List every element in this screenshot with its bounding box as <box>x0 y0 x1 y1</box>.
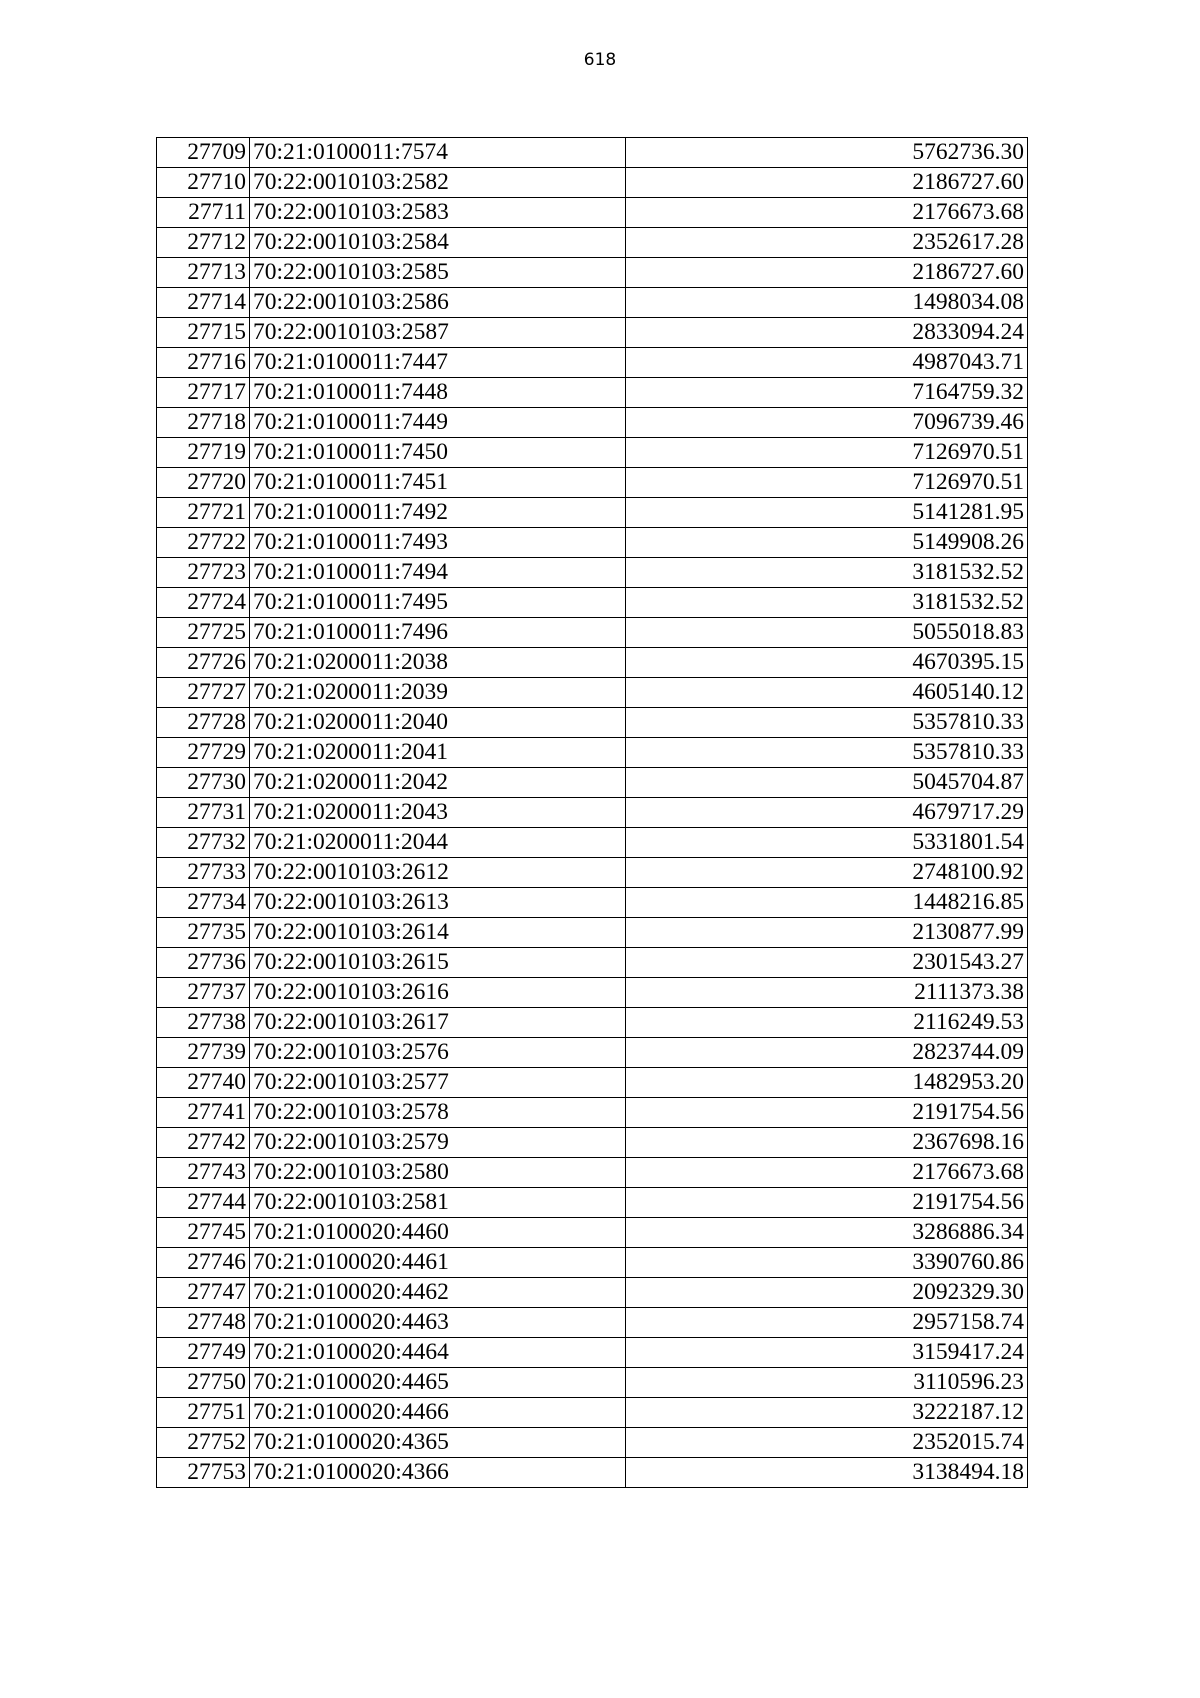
value-cell: 2352617.28 <box>626 228 1028 258</box>
cadastral-number-cell: 70:21:0100011:7448 <box>250 378 626 408</box>
row-number-cell: 27722 <box>157 528 250 558</box>
cadastral-number-cell: 70:21:0100020:4366 <box>250 1458 626 1488</box>
value-cell: 3286886.34 <box>626 1218 1028 1248</box>
row-number-cell: 27718 <box>157 408 250 438</box>
value-cell: 5055018.83 <box>626 618 1028 648</box>
row-number-cell: 27713 <box>157 258 250 288</box>
value-cell: 5149908.26 <box>626 528 1028 558</box>
cadastral-number-cell: 70:21:0100011:7493 <box>250 528 626 558</box>
table-row <box>157 1458 1028 1488</box>
row-number-cell: 27746 <box>157 1248 250 1278</box>
table-row <box>157 828 1028 858</box>
table-row <box>157 468 1028 498</box>
value-cell: 5357810.33 <box>626 738 1028 768</box>
table-row <box>157 738 1028 768</box>
row-number-cell: 27737 <box>157 978 250 1008</box>
cadastral-number-cell: 70:22:0010103:2617 <box>250 1008 626 1038</box>
value-cell: 5357810.33 <box>626 708 1028 738</box>
table-row <box>157 618 1028 648</box>
row-number-cell: 27750 <box>157 1368 250 1398</box>
value-cell: 3181532.52 <box>626 588 1028 618</box>
row-number-cell: 27738 <box>157 1008 250 1038</box>
table-row <box>157 858 1028 888</box>
value-cell: 2191754.56 <box>626 1098 1028 1128</box>
value-cell: 2092329.30 <box>626 1278 1028 1308</box>
value-cell: 1482953.20 <box>626 1068 1028 1098</box>
row-number-cell: 27747 <box>157 1278 250 1308</box>
value-cell: 7126970.51 <box>626 468 1028 498</box>
row-number-cell: 27729 <box>157 738 250 768</box>
table-row <box>157 1308 1028 1338</box>
value-cell: 2301543.27 <box>626 948 1028 978</box>
value-cell: 2111373.38 <box>626 978 1028 1008</box>
table-row <box>157 408 1028 438</box>
value-cell: 2748100.92 <box>626 858 1028 888</box>
table-row <box>157 1098 1028 1128</box>
value-cell: 2176673.68 <box>626 198 1028 228</box>
row-number-cell: 27709 <box>157 138 250 168</box>
table-row <box>157 378 1028 408</box>
cadastral-number-cell: 70:22:0010103:2587 <box>250 318 626 348</box>
cadastral-number-cell: 70:22:0010103:2584 <box>250 228 626 258</box>
table-row <box>157 558 1028 588</box>
cadastral-number-cell: 70:21:0200011:2038 <box>250 648 626 678</box>
cadastral-number-cell: 70:22:0010103:2585 <box>250 258 626 288</box>
row-number-cell: 27725 <box>157 618 250 648</box>
table-row <box>157 1128 1028 1158</box>
row-number-cell: 27745 <box>157 1218 250 1248</box>
table-row <box>157 978 1028 1008</box>
cadastral-number-cell: 70:21:0200011:2043 <box>250 798 626 828</box>
registry-table-body <box>157 138 1028 1488</box>
row-number-cell: 27734 <box>157 888 250 918</box>
value-cell: 4679717.29 <box>626 798 1028 828</box>
table-row <box>157 438 1028 468</box>
value-cell: 4670395.15 <box>626 648 1028 678</box>
value-cell: 2191754.56 <box>626 1188 1028 1218</box>
table-row <box>157 348 1028 378</box>
table-row <box>157 948 1028 978</box>
cadastral-number-cell: 70:21:0200011:2044 <box>250 828 626 858</box>
table-row <box>157 1248 1028 1278</box>
table-row <box>157 588 1028 618</box>
value-cell: 3222187.12 <box>626 1398 1028 1428</box>
cadastral-number-cell: 70:22:0010103:2576 <box>250 1038 626 1068</box>
value-cell: 2116249.53 <box>626 1008 1028 1038</box>
row-number-cell: 27751 <box>157 1398 250 1428</box>
table-row <box>157 798 1028 828</box>
cadastral-number-cell: 70:21:0100011:7494 <box>250 558 626 588</box>
table-row <box>157 1338 1028 1368</box>
value-cell: 4987043.71 <box>626 348 1028 378</box>
row-number-cell: 27719 <box>157 438 250 468</box>
cadastral-number-cell: 70:21:0100020:4465 <box>250 1368 626 1398</box>
table-row <box>157 258 1028 288</box>
table-row <box>157 1188 1028 1218</box>
cadastral-number-cell: 70:22:0010103:2614 <box>250 918 626 948</box>
value-cell: 2833094.24 <box>626 318 1028 348</box>
table-row <box>157 318 1028 348</box>
value-cell: 5045704.87 <box>626 768 1028 798</box>
cadastral-number-cell: 70:21:0100011:7449 <box>250 408 626 438</box>
cadastral-number-cell: 70:21:0100020:4462 <box>250 1278 626 1308</box>
value-cell: 2367698.16 <box>626 1128 1028 1158</box>
row-number-cell: 27715 <box>157 318 250 348</box>
table-row <box>157 918 1028 948</box>
row-number-cell: 27731 <box>157 798 250 828</box>
value-cell: 1498034.08 <box>626 288 1028 318</box>
table-row <box>157 648 1028 678</box>
cadastral-number-cell: 70:22:0010103:2577 <box>250 1068 626 1098</box>
row-number-cell: 27724 <box>157 588 250 618</box>
row-number-cell: 27739 <box>157 1038 250 1068</box>
table-row <box>157 1398 1028 1428</box>
row-number-cell: 27714 <box>157 288 250 318</box>
row-number-cell: 27748 <box>157 1308 250 1338</box>
cadastral-number-cell: 70:21:0100020:4466 <box>250 1398 626 1428</box>
row-number-cell: 27726 <box>157 648 250 678</box>
value-cell: 2823744.09 <box>626 1038 1028 1068</box>
row-number-cell: 27732 <box>157 828 250 858</box>
cadastral-number-cell: 70:21:0100011:7450 <box>250 438 626 468</box>
value-cell: 3138494.18 <box>626 1458 1028 1488</box>
row-number-cell: 27728 <box>157 708 250 738</box>
value-cell: 7164759.32 <box>626 378 1028 408</box>
table-row <box>157 168 1028 198</box>
row-number-cell: 27741 <box>157 1098 250 1128</box>
row-number-cell: 27720 <box>157 468 250 498</box>
table-row <box>157 1368 1028 1398</box>
table-row <box>157 288 1028 318</box>
row-number-cell: 27733 <box>157 858 250 888</box>
cadastral-number-cell: 70:21:0100011:7447 <box>250 348 626 378</box>
cadastral-number-cell: 70:21:0100020:4460 <box>250 1218 626 1248</box>
value-cell: 5141281.95 <box>626 498 1028 528</box>
cadastral-number-cell: 70:22:0010103:2583 <box>250 198 626 228</box>
cadastral-number-cell: 70:21:0100011:7574 <box>250 138 626 168</box>
row-number-cell: 27744 <box>157 1188 250 1218</box>
table-row <box>157 228 1028 258</box>
registry-table <box>156 137 1028 1488</box>
cadastral-number-cell: 70:21:0200011:2042 <box>250 768 626 798</box>
table-row <box>157 1038 1028 1068</box>
table-row <box>157 198 1028 228</box>
value-cell: 3110596.23 <box>626 1368 1028 1398</box>
cadastral-number-cell: 70:22:0010103:2613 <box>250 888 626 918</box>
cadastral-number-cell: 70:21:0200011:2040 <box>250 708 626 738</box>
cadastral-number-cell: 70:21:0100011:7492 <box>250 498 626 528</box>
table-row <box>157 888 1028 918</box>
row-number-cell: 27749 <box>157 1338 250 1368</box>
row-number-cell: 27711 <box>157 198 250 228</box>
value-cell: 4605140.12 <box>626 678 1028 708</box>
table-row <box>157 138 1028 168</box>
table-row <box>157 678 1028 708</box>
row-number-cell: 27736 <box>157 948 250 978</box>
cadastral-number-cell: 70:21:0200011:2041 <box>250 738 626 768</box>
cadastral-number-cell: 70:22:0010103:2582 <box>250 168 626 198</box>
row-number-cell: 27740 <box>157 1068 250 1098</box>
table-row <box>157 708 1028 738</box>
cadastral-number-cell: 70:21:0100011:7451 <box>250 468 626 498</box>
cadastral-number-cell: 70:22:0010103:2580 <box>250 1158 626 1188</box>
value-cell: 2130877.99 <box>626 918 1028 948</box>
table-row <box>157 1218 1028 1248</box>
row-number-cell: 27742 <box>157 1128 250 1158</box>
table-row <box>157 498 1028 528</box>
cadastral-number-cell: 70:22:0010103:2586 <box>250 288 626 318</box>
value-cell: 2957158.74 <box>626 1308 1028 1338</box>
cadastral-number-cell: 70:22:0010103:2578 <box>250 1098 626 1128</box>
value-cell: 3159417.24 <box>626 1338 1028 1368</box>
cadastral-number-cell: 70:21:0100020:4461 <box>250 1248 626 1278</box>
row-number-cell: 27712 <box>157 228 250 258</box>
page-number: 618 <box>583 50 617 70</box>
row-number-cell: 27753 <box>157 1458 250 1488</box>
table-row <box>157 1428 1028 1458</box>
value-cell: 5762736.30 <box>626 138 1028 168</box>
value-cell: 3390760.86 <box>626 1248 1028 1278</box>
table-row <box>157 1278 1028 1308</box>
value-cell: 7126970.51 <box>626 438 1028 468</box>
table-row <box>157 1158 1028 1188</box>
value-cell: 2186727.60 <box>626 168 1028 198</box>
value-cell: 2352015.74 <box>626 1428 1028 1458</box>
row-number-cell: 27743 <box>157 1158 250 1188</box>
cadastral-number-cell: 70:21:0100020:4464 <box>250 1338 626 1368</box>
table-row <box>157 1068 1028 1098</box>
cadastral-number-cell: 70:21:0100011:7495 <box>250 588 626 618</box>
value-cell: 1448216.85 <box>626 888 1028 918</box>
table-row <box>157 1008 1028 1038</box>
row-number-cell: 27716 <box>157 348 250 378</box>
cadastral-number-cell: 70:22:0010103:2612 <box>250 858 626 888</box>
cadastral-number-cell: 70:22:0010103:2579 <box>250 1128 626 1158</box>
row-number-cell: 27723 <box>157 558 250 588</box>
value-cell: 5331801.54 <box>626 828 1028 858</box>
cadastral-number-cell: 70:21:0200011:2039 <box>250 678 626 708</box>
value-cell: 3181532.52 <box>626 558 1028 588</box>
cadastral-number-cell: 70:22:0010103:2616 <box>250 978 626 1008</box>
table-row <box>157 768 1028 798</box>
cadastral-number-cell: 70:21:0100020:4365 <box>250 1428 626 1458</box>
row-number-cell: 27710 <box>157 168 250 198</box>
row-number-cell: 27717 <box>157 378 250 408</box>
cadastral-number-cell: 70:21:0100011:7496 <box>250 618 626 648</box>
row-number-cell: 27727 <box>157 678 250 708</box>
row-number-cell: 27730 <box>157 768 250 798</box>
value-cell: 2186727.60 <box>626 258 1028 288</box>
value-cell: 2176673.68 <box>626 1158 1028 1188</box>
table-row <box>157 528 1028 558</box>
row-number-cell: 27735 <box>157 918 250 948</box>
cadastral-number-cell: 70:22:0010103:2615 <box>250 948 626 978</box>
row-number-cell: 27752 <box>157 1428 250 1458</box>
cadastral-number-cell: 70:21:0100020:4463 <box>250 1308 626 1338</box>
row-number-cell: 27721 <box>157 498 250 528</box>
value-cell: 7096739.46 <box>626 408 1028 438</box>
cadastral-number-cell: 70:22:0010103:2581 <box>250 1188 626 1218</box>
